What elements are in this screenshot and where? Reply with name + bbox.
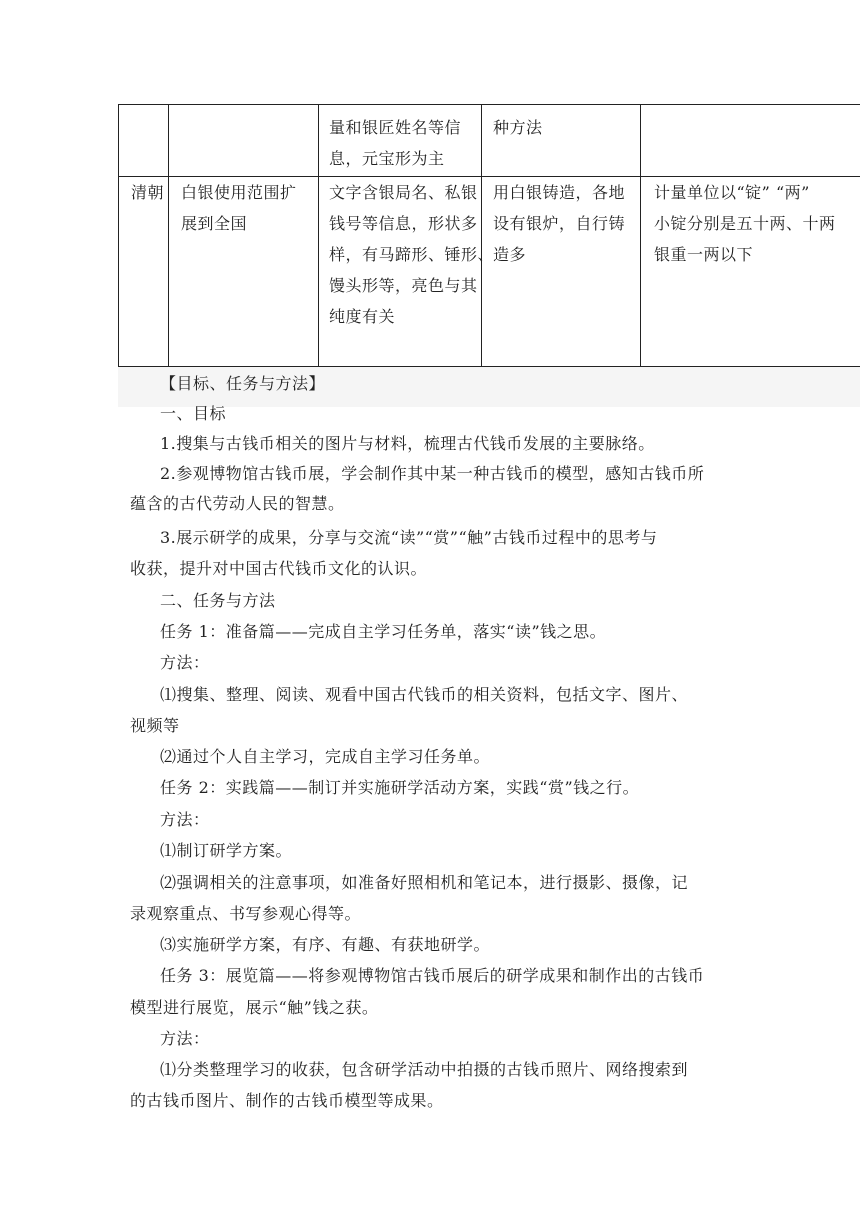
section-heading: 【目标、任务与方法】 (160, 374, 326, 393)
task-2-step-2: ⑵强调相关的注意事项，如准备好照相机和笔记本，进行摄影、摄像，记 (160, 873, 689, 892)
task-2: 任务 2：实践篇——制订并实施研学活动方案，实践“赏”钱之行。 (160, 778, 640, 797)
task-3-method-label: 方法： (160, 1029, 210, 1048)
task-3-step-1: ⑴分类整理学习的收获，包含研学活动中拍摄的古钱币照片、网络搜索到 (160, 1060, 689, 1079)
table-cell-minting: 用白银铸造，各地 设有银炉，自行铸 造多 (493, 183, 626, 264)
goal-3: 3.展示研学的成果，分享与交流“读”“赏”“触”古钱币过程中的思考与 (160, 528, 658, 547)
table-cell-r1-inscription: 量和银匠姓名等信 息，元宝形为主 (329, 118, 462, 168)
table-cell-usage: 白银使用范围扩 展到全国 (181, 183, 297, 233)
subheading-goals: 一、目标 (160, 404, 227, 423)
task-2-method-label: 方法： (160, 810, 210, 829)
table-cell-unit: 计量单位以“锭” “两” 小锭分别是五十两、十两 银重一两以下 (654, 183, 836, 264)
table-col-divider-4 (640, 104, 641, 367)
task-1-step-1: ⑴搜集、整理、阅读、观看中国古代钱币的相关资料，包括文字、图片、 (160, 685, 689, 704)
table-col-divider-1 (168, 104, 169, 367)
goal-3-cont: 收获，提升对中国古代钱币文化的认识。 (130, 559, 428, 578)
task-1: 任务 1：准备篇——完成自主学习任务单，落实“读”钱之思。 (160, 622, 607, 641)
task-1-step-1-cont: 视频等 (130, 716, 180, 735)
task-3-cont: 模型进行展览，展示“触”钱之获。 (130, 998, 379, 1017)
task-2-step-3: ⑶实施研学方案，有序、有趣、有获地研学。 (160, 935, 491, 954)
task-1-step-2: ⑵通过个人自主学习，完成自主学习任务单。 (160, 747, 491, 766)
table-cell-inscription: 文字含银局名、私银 钱号等信息，形状多 样，有马蹄形、锤形、 馒头形等，亮色与其 纯度有关 (329, 183, 495, 326)
table-col-divider-2 (318, 104, 319, 367)
task-2-step-1: ⑴制订研学方案。 (160, 841, 293, 860)
task-3: 任务 3：展览篇——将参观博物馆古钱币展后的研学成果和制作出的古钱币 (160, 966, 705, 985)
table-cell-dynasty: 清朝 (131, 183, 165, 202)
table-top-border (118, 104, 860, 105)
task-2-step-2-cont: 录观察重点、书写参观心得等。 (130, 904, 362, 923)
table-border-left (118, 104, 119, 367)
goal-2: 2.参观博物馆古钱币展，学会制作其中某一种古钱币的模型，感知古钱币所 (160, 464, 705, 483)
coin-history-table (0, 0, 860, 370)
goal-1: 1.搜集与古钱币相关的图片与材料，梳理古代钱币发展的主要脉络。 (160, 434, 655, 453)
task-1-method-label: 方法： (160, 653, 210, 672)
subheading-tasks: 二、任务与方法 (160, 591, 276, 610)
task-3-step-1-cont: 的古钱币图片、制作的古钱币模型等成果。 (130, 1091, 444, 1110)
table-cell-r1-method: 种方法 (493, 118, 543, 137)
goal-2-cont: 蕴含的古代劳动人民的智慧。 (130, 494, 345, 513)
